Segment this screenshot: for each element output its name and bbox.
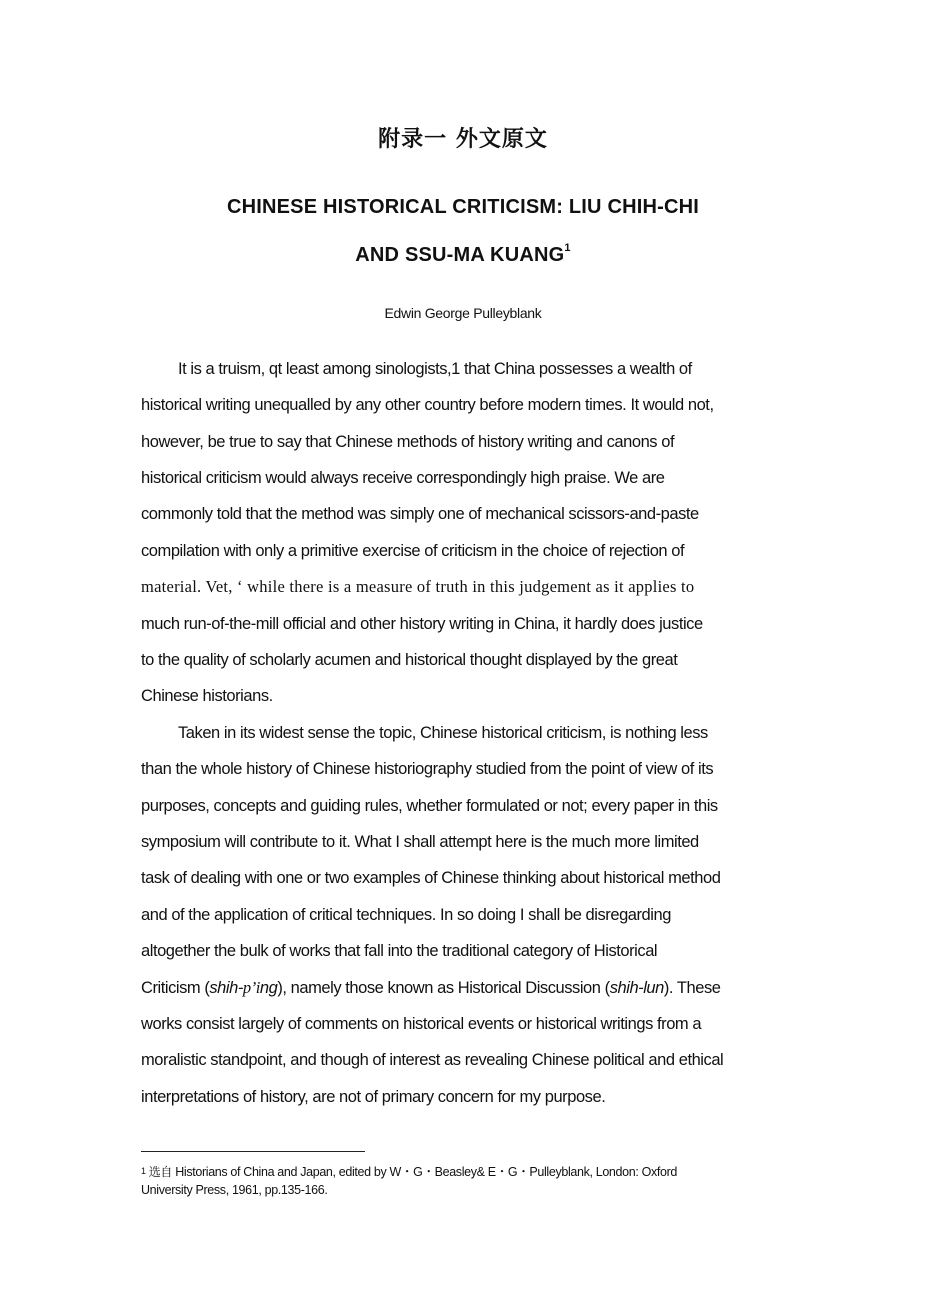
paragraph-1-line: much run-of-the-mill official and other history writing in China, it hardly does justice <box>141 615 703 633</box>
paragraph-1-line: historical writing unequalled by any other country before modern times. It would not, <box>141 396 714 414</box>
paragraph-2-line: symposium will contribute to it. What I shall attempt here is the much more limited <box>141 833 699 851</box>
article-title-line-1: CHINESE HISTORICAL CRITICISM: LIU CHIH-CHI <box>226 196 700 218</box>
footnote-line-2: University Press, 1961, pp.135-166. <box>141 1183 328 1197</box>
article-title-text: AND SSU-MA KUANG <box>355 244 565 266</box>
article-title-line-2 <box>0 244 926 267</box>
paragraph-1-line: It is a truism, qt least among sinologists,1 that China possesses a wealth of <box>178 360 692 378</box>
paragraph-1-line: Chinese historians. <box>141 687 273 705</box>
paragraph-2-line: Taken in its widest sense the topic, Chinese historical criticism, is nothing less <box>178 724 708 742</box>
paragraph-2-line: and of the application of critical techniques. In so doing I shall be disregarding <box>141 906 671 924</box>
paragraph-1-line: however, be true to say that Chinese methods of history writing and canons of <box>141 433 675 451</box>
paragraph-2-line: interpretations of history, are not of primary concern for my purpose. <box>141 1088 606 1106</box>
paragraph-2-line: altogether the bulk of works that fall into the traditional category of Historical <box>141 942 658 960</box>
criticism-suffix: ). These <box>663 979 721 997</box>
paragraph-2-line <box>141 978 801 998</box>
criticism-middle: ), namely those known as Historical Discussion ( <box>277 979 610 997</box>
paragraph-2-line: than the whole history of Chinese historiography studied from the point of view of its <box>141 760 714 778</box>
term-shih-lun: shih-lun <box>609 979 664 997</box>
term-shih-ping: shih-p’ing <box>209 978 278 997</box>
footnote-divider <box>141 1151 365 1152</box>
paragraph-2-line: works consist largely of comments on historical events or historical writings from a <box>141 1015 702 1033</box>
appendix-heading: 附录一 外文原文 <box>378 127 548 152</box>
author-name: Edwin George Pulleyblank <box>384 305 542 321</box>
paragraph-2-line: task of dealing with one or two examples of Chinese thinking about historical method <box>141 869 721 887</box>
footnote-citation: Historians of China and Japan, edited by W・G・Beasley& E・G・Pulleyblank, London: Oxford <box>175 1165 677 1179</box>
criticism-prefix: Criticism ( <box>141 979 210 997</box>
paragraph-2-line: purposes, concepts and guiding rules, whether formulated or not; every paper in this <box>141 797 718 815</box>
footnote-mark: 1 <box>141 1166 146 1176</box>
paragraph-1-line: historical criticism would always receive correspondingly high praise. We are <box>141 469 665 487</box>
paragraph-1-line: material. Vet, ‘ while there is a measure of truth in this judgement as it applies to <box>141 577 695 596</box>
paragraph-1-line: compilation with only a primitive exercise of criticism in the choice of rejection of <box>141 542 685 560</box>
footnote-source-cn: 选自 <box>148 1165 173 1179</box>
footnote-line-1 <box>141 1165 677 1180</box>
paragraph-2-line: moralistic standpoint, and though of interest as revealing Chinese political and ethical <box>141 1051 724 1069</box>
paragraph-1-line: commonly told that the method was simply one of mechanical scissors-and-paste <box>141 505 699 523</box>
paragraph-1-line: to the quality of scholarly acumen and historical thought displayed by the great <box>141 651 678 669</box>
title-footnote-mark: 1 <box>564 242 571 254</box>
